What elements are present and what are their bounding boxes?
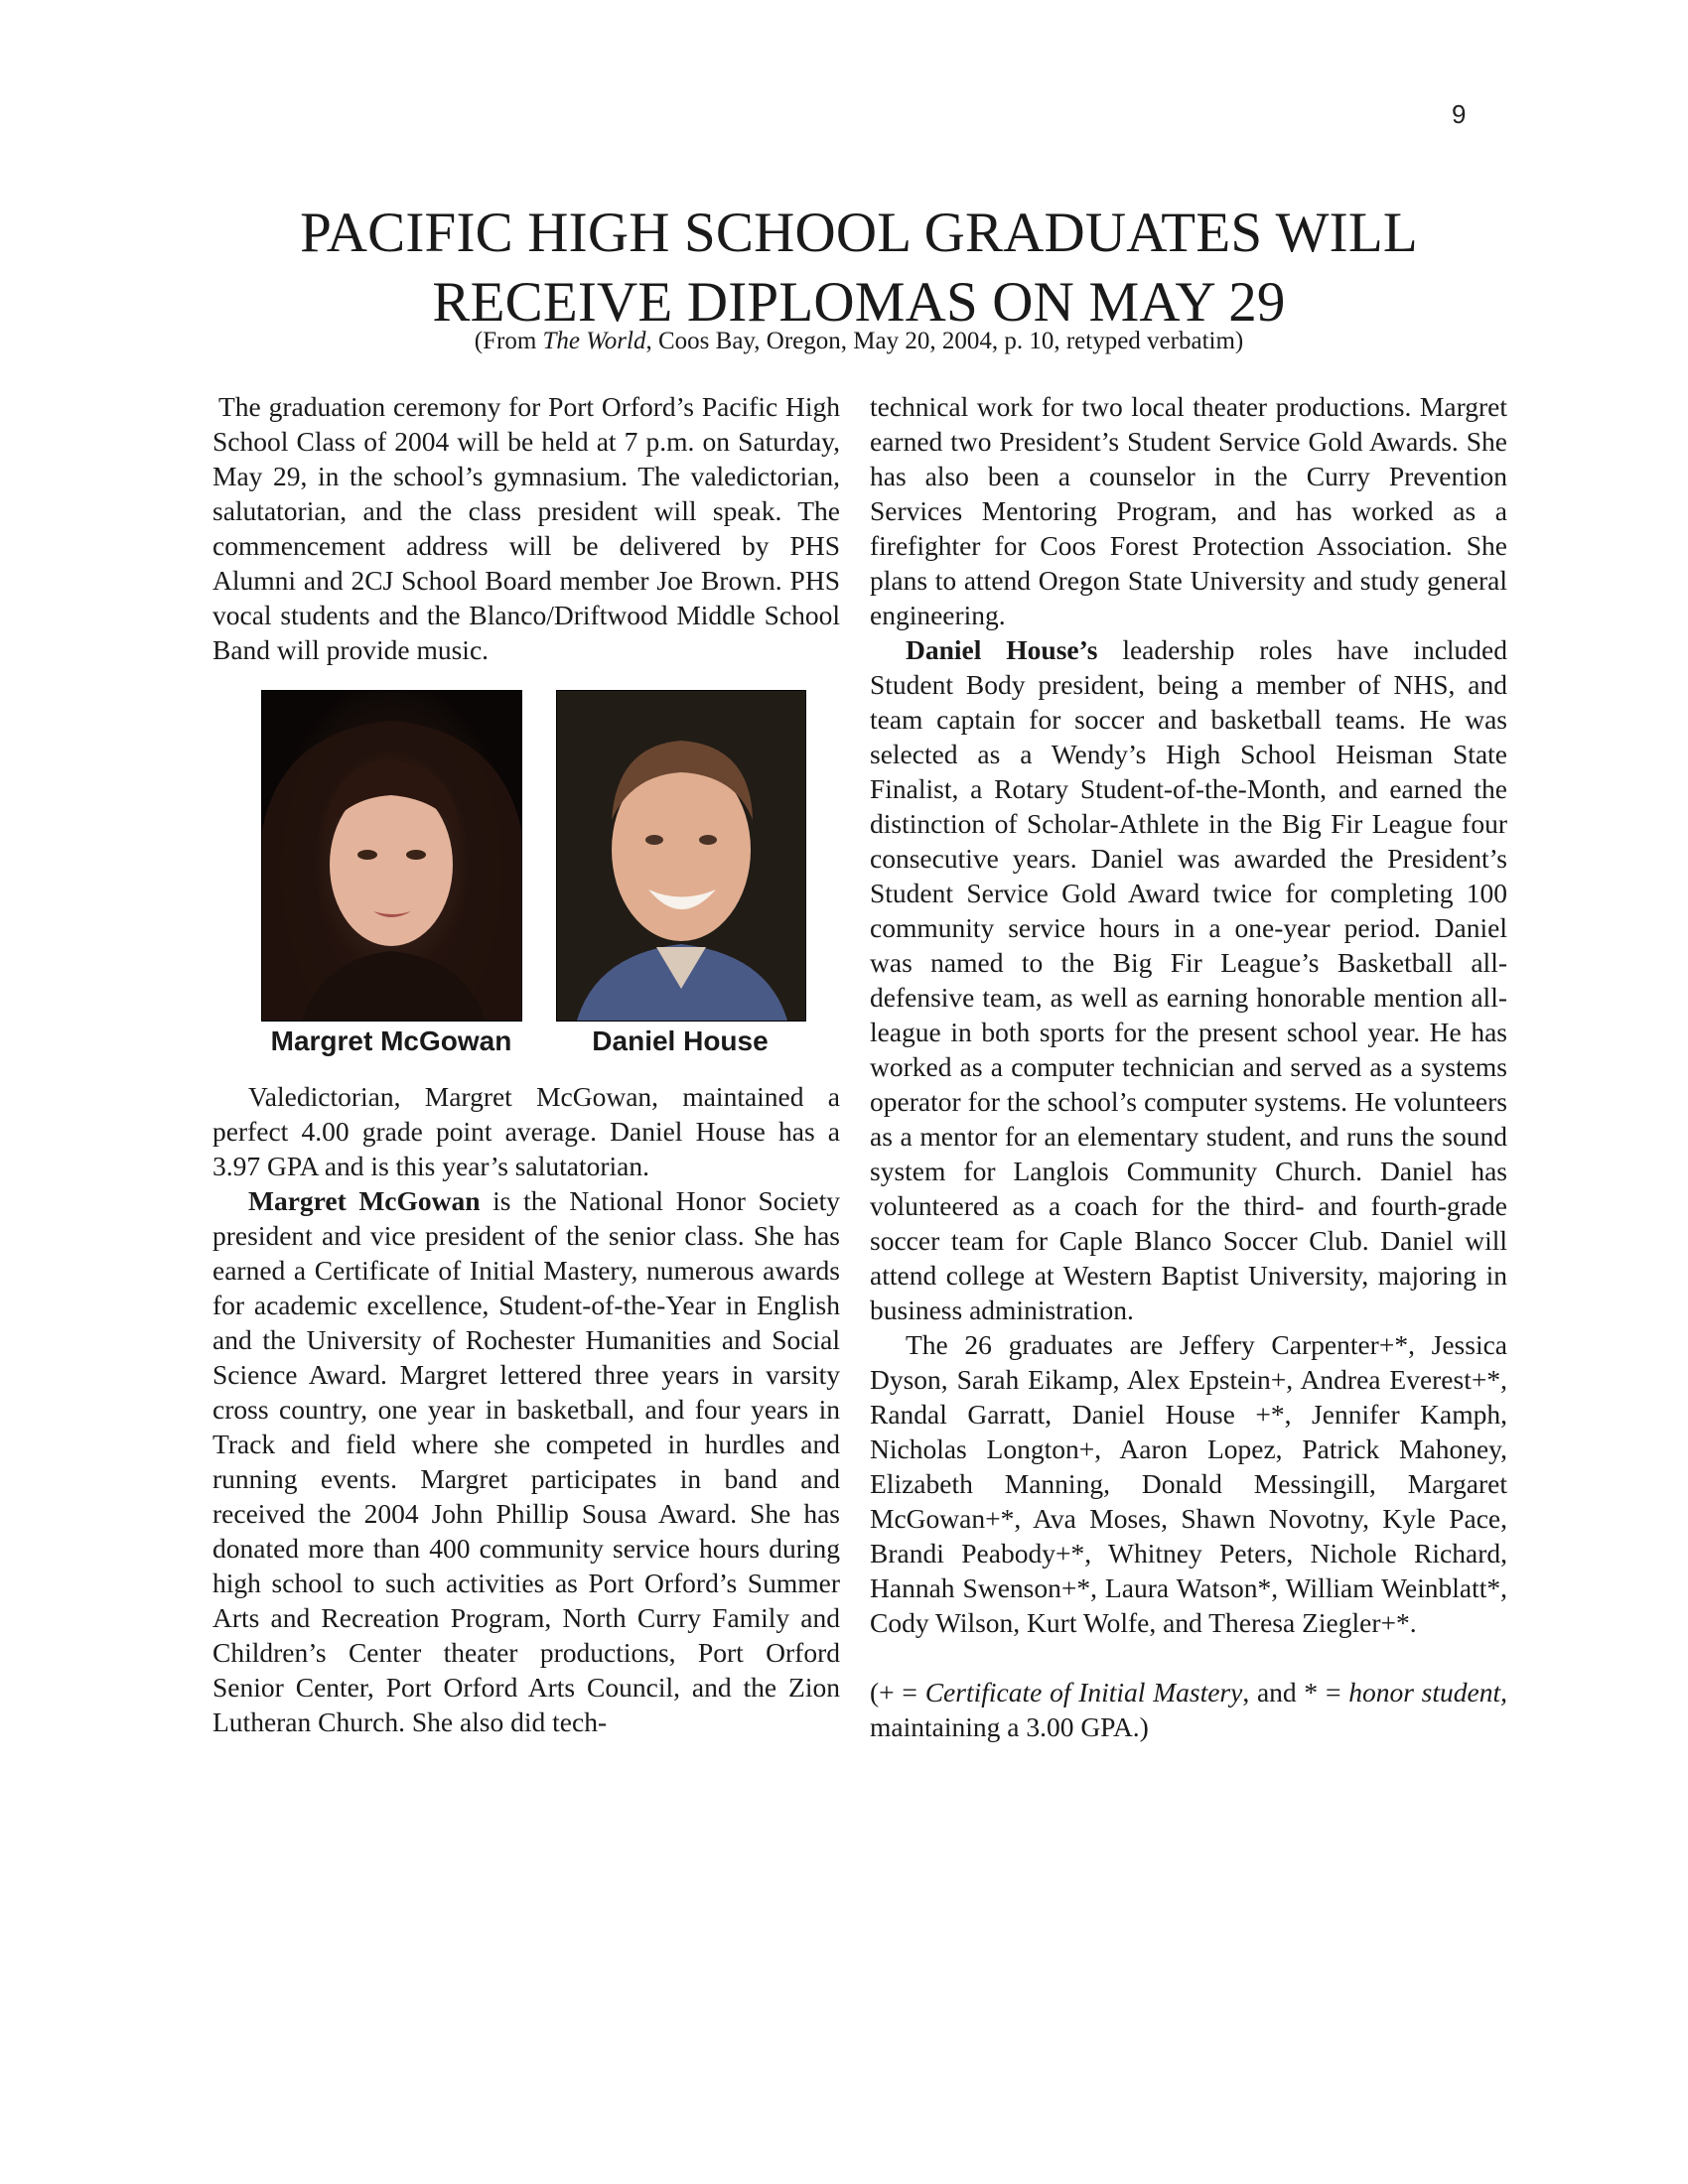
right-column <box>870 389 1507 1744</box>
source-prefix: (From <box>474 328 543 354</box>
valedictorian-paragraph: Valedictorian, Margret McGowan, maintained a perfect 4.00 grade point average. Daniel House has a 3.97 GPA and is this year’s salutatorian. <box>212 1081 840 1181</box>
caption-daniel-house: Daniel House <box>592 1025 769 1056</box>
footnote <box>870 1675 1507 1744</box>
graduates-paragraph: The 26 graduates are Jeffery Carpenter+*, Jessica Dyson, Sarah Eikamp, Alex Epstein+, Andrea Everest+*, Randal Garratt, Daniel House +*, Jennifer Kamph, Nicholas Longton+, Aaron Lopez, Patrick Mahoney, Elizabeth Manning, Donald Messingill, Margaret McGowan+*, Ava Moses, Shawn Novotny, Kyle Pace, Brandi Peabody+*, Whitney Peters, Nichole Richard, Hannah Swenson+*, Laura Watson*, William Weinblatt*, Cody Wilson, Kurt Wolfe, and Theresa Ziegler+*. <box>870 1329 1507 1638</box>
portrait-house-graphic <box>557 691 805 1021</box>
mcgowan-name: Margret McGowan <box>248 1185 481 1216</box>
page-number: 9 <box>1452 99 1467 129</box>
house-paragraph <box>870 632 1507 1327</box>
footnote-open: (+ = <box>870 1677 925 1707</box>
article-headline <box>209 199 1509 338</box>
headline-line-2: RECEIVE DIPLOMAS ON MAY 29 <box>432 271 1286 334</box>
mcgowan-text: is the National Honor Society president and vice president of the senior class. She has earned a Certificate of Initial Mastery, numerous awards for academic excellence, Student-of-the-Year in English and the University of Rochester Humanities and Social Science Award. Margret lettered three years in varsity cross country, one year in basketball, and four years in Track and field where she competed in hurdles and running events. Margret participates in band and received the 2004 John Phillip Sousa Award. She has donated more than 400 community service hours during high school to such activities as Port Orford’s Summer Arts and Recreation Program, North Curry Family and Children’s Center theater productions, Port Orford Senior Center, Port Orford Arts Council, and the Zion Lutheran Church. She also did tech- <box>212 1185 840 1737</box>
portrait-mcgowan-graphic <box>262 691 521 1021</box>
house-name: Daniel House’s <box>906 634 1098 665</box>
house-text: leadership roles have included Student Body president, being a member of NHS, and team captain for soccer and basketball teams. He was selected as a Wendy’s High School Heisman State Finalist, a Rotary Student-of-the-Month, and earned the distinction of Scholar-Athlete in the Big Fir League four consecutive years. Daniel was awarded the President’s Student Service Gold Award twice for completing 100 community service hours in a one-year period. Daniel was named to the Big Fir League’s Basketball all-defensive team, as well as earning honorable mention all-league in both sports for the present school year. He has worked as a computer technician and served as a systems operator for the school’s computer systems. He volunteers as a mentor for an elementary student, and runs the sound system for Langlois Community Church. Daniel has volunteered as a coach for the third- and fourth-grade soccer team for Caple Blanco Soccer Club. Daniel will attend college at Western Baptist University, majoring in business administration. <box>870 634 1507 1325</box>
photo-daniel-house <box>556 690 806 1022</box>
headline-line-1: PACIFIC HIGH SCHOOL GRADUATES WILL <box>300 202 1418 264</box>
footnote-close: maintaining a 3.00 GPA.) <box>870 1711 1149 1742</box>
left-column <box>212 389 840 1739</box>
footnote-cim: Certificate of Initial Mastery <box>924 1677 1243 1707</box>
mcgowan-paragraph <box>212 1183 840 1739</box>
source-publication: The World <box>542 328 646 354</box>
photo-row <box>212 682 840 1079</box>
photo-margret-mcgowan <box>261 690 522 1022</box>
intro-paragraph: The graduation ceremony for Port Orford’s Pacific High School Class of 2004 will be held at 7 p.m. on Saturday, May 29, in the school’s gymnasium. The valedictorian, salutatorian, and the class president will speak. The commencement address will be delivered by PHS Alumni and 2CJ School Board member Joe Brown. PHS vocal students and the Blanco/Driftwood Middle School Band will provide music. <box>212 391 840 665</box>
footnote-mid: , and * = <box>1242 1677 1349 1707</box>
footnote-honor: honor student, <box>1348 1677 1507 1707</box>
article-source <box>209 326 1509 357</box>
caption-margret-mcgowan: Margret McGowan <box>270 1025 512 1056</box>
continuation-paragraph: technical work for two local theater productions. Margret earned two President’s Student Service Gold Awards. She has also been a counselor in the Curry Prevention Services Mentoring Program, and has worked as a firefighter for Coos Forest Protection Association. She plans to attend Oregon State University and study general engineering. <box>870 391 1507 630</box>
source-suffix: , Coos Bay, Oregon, May 20, 2004, p. 10, retyped verbatim) <box>645 328 1244 354</box>
